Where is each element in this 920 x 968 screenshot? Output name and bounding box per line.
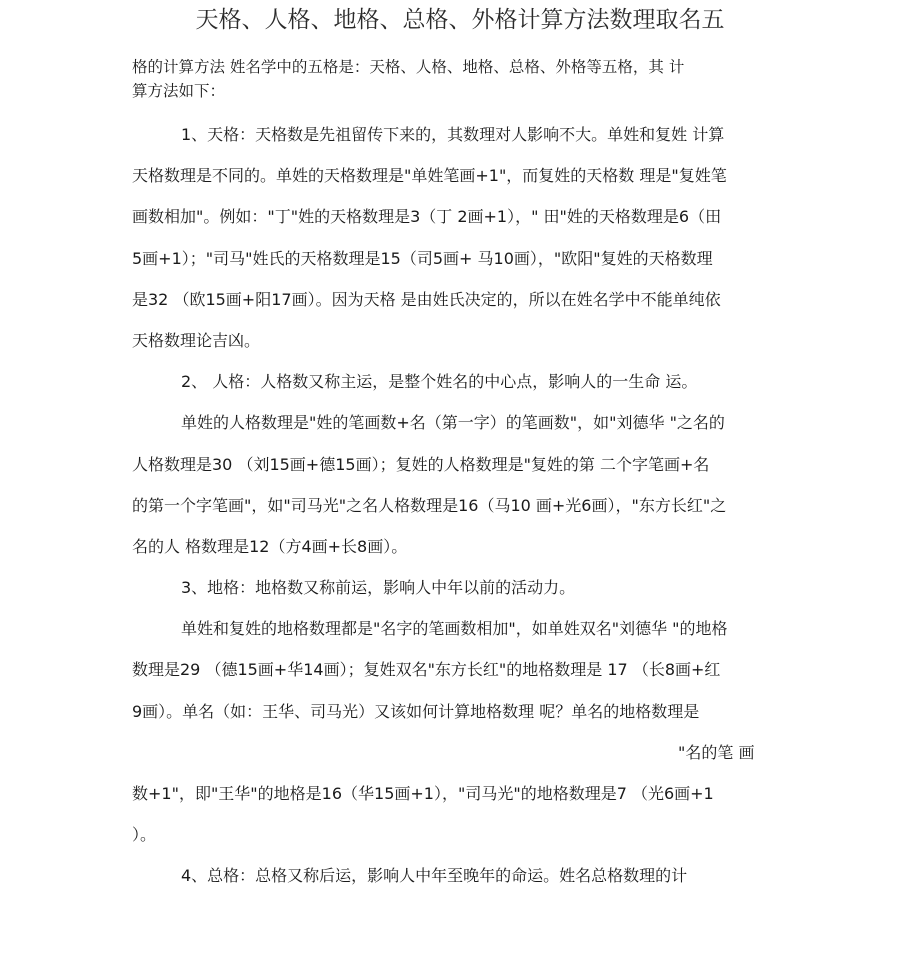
body-line: 名的人 格数理是12（方4画+长8画）。 [132, 536, 408, 556]
body-line: ）。 [132, 825, 157, 845]
body-line-fragment: "名的笔 画 [678, 742, 755, 762]
document-title: 天格、人格、地格、总格、外格计算方法数理取名五 [195, 7, 725, 33]
intro-line: 格的计算方法 姓名学中的五格是：天格、人格、地格、总格、外格等五格，其 计 [132, 58, 685, 76]
body-line: 5画+1）；"司马"姓氏的天格数理是15（司5画+ 马10画），"欧阳"复姓的天格数理 [132, 248, 713, 268]
body-line: 的第一个字笔画"，如"司马光"之名人格数理是16（马10 画+光6画），"东方长红"之 [132, 495, 727, 515]
section-heading-tiange: 1、天格：天格数是先祖留传下来的，其数理对人影响不大。单姓和复姓 计算 [181, 125, 725, 144]
body-line: 单姓的人格数理是"姓的笔画数+名（第一字）的笔画数"，如"刘德华 "之名的 [181, 413, 725, 433]
body-line: 数理是29 （德15画+华14画）；复姓双名"东方长红"的地格数理是 17 （长8画+红 [132, 660, 721, 680]
section-heading-zongge: 4、总格：总格又称后运，影响人中年至晚年的命运。姓名总格数理的计 [181, 866, 688, 886]
body-line: 9画）。单名（如：王华、司马光）又该如何计算地格数理 呢？单名的地格数理是 [132, 701, 700, 721]
body-line: 画数相加"。例如："丁"姓的天格数理是3（丁 2画+1），" 田"姓的天格数理是6（田 [132, 207, 722, 227]
intro-line: 算方法如下： [132, 82, 226, 100]
section-heading-renge: 2、 人格：人格数又称主运，是整个姓名的中心点，影响人的一生命 运。 [181, 372, 698, 392]
body-line: 单姓和复姓的地格数理都是"名字的笔画数相加"，如单姓双名"刘德华 "的地格 [181, 619, 728, 639]
intro-paragraph [132, 55, 792, 103]
body-line: 天格数理论吉凶。 [132, 330, 261, 350]
body-line: 人格数理是30 （刘15画+德15画）；复姓的人格数理是"复姓的第 二个字笔画+名 [132, 454, 710, 474]
document-body [132, 114, 792, 897]
body-line: 数+1"，即"王华"的地格是16（华15画+1），"司马光"的地格数理是7 （光6画+1 [132, 784, 714, 803]
body-line: 是32 （欧15画+阳17画）。因为天格 是由姓氏决定的，所以在姓名学中不能单纯依 [132, 289, 721, 309]
section-heading-dige: 3、地格：地格数又称前运，影响人中年以前的活动力。 [181, 578, 576, 598]
body-line: 天格数理是不同的。单姓的天格数理是"单姓笔画+1"，而复姓的天格数 理是"复姓笔 [132, 166, 727, 186]
